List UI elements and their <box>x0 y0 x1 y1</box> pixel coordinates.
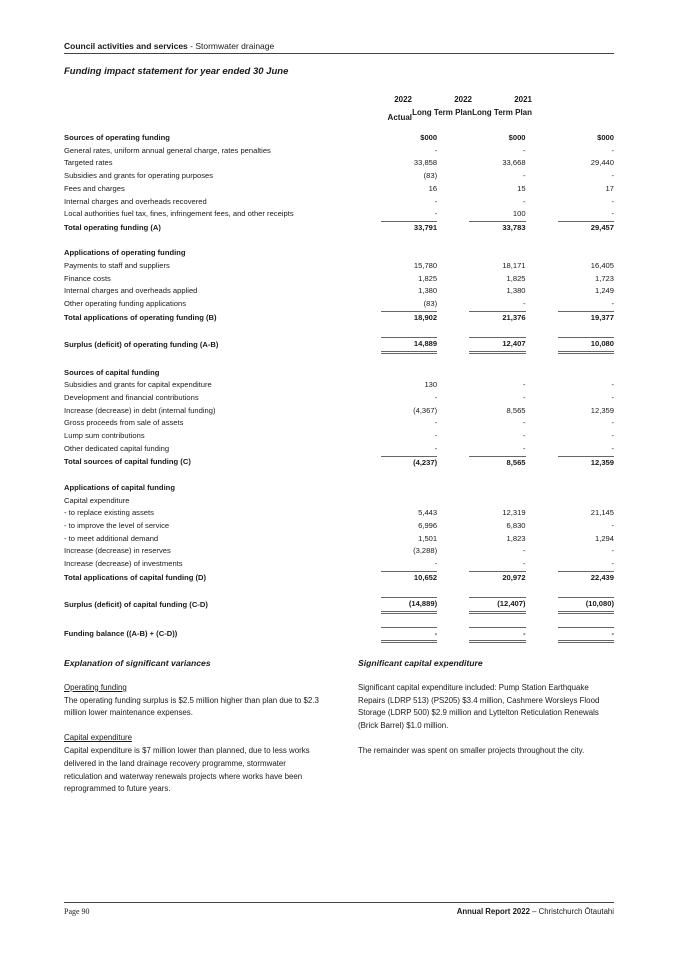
variances-section <box>64 657 319 808</box>
funding-impact-table <box>64 132 614 643</box>
variances-heading: Explanation of significant variances <box>64 658 211 668</box>
capex-text-2: The remainder was spent on smaller projects throughout the city. <box>358 745 585 755</box>
row-value-col1 <box>381 247 437 260</box>
spacer-row <box>64 235 614 248</box>
table-row <box>64 379 614 392</box>
table-row <box>64 533 614 546</box>
row-label: Gross proceeds from sale of assets <box>64 418 184 428</box>
row-value-col2 <box>469 482 525 495</box>
table-row <box>64 598 614 613</box>
row-value-col2: - <box>523 171 526 181</box>
row-value-col3: - <box>611 559 614 569</box>
row-value-col1: 16 <box>428 183 438 193</box>
row-value-col2: - <box>523 418 526 428</box>
row-label: Other dedicated capital funding <box>64 444 170 454</box>
page-header <box>64 41 614 51</box>
row-value-col3: 12,359 <box>590 405 614 415</box>
row-value-col2: 8,565 <box>506 405 526 415</box>
row-value-col2: - <box>523 196 526 206</box>
table-row <box>64 558 614 571</box>
row-label: Total applications of capital funding (D) <box>64 572 207 582</box>
row-value-col1: 1,501 <box>418 533 438 543</box>
footer-report-title: Annual Report 2022 <box>456 907 530 916</box>
row-value-col3: 1,294 <box>594 533 614 543</box>
row-value-col1: (83) <box>423 299 438 309</box>
row-value-col3: - <box>611 145 614 155</box>
spacer-row <box>64 585 614 598</box>
row-label: Fees and charges <box>64 183 125 193</box>
table-row <box>64 571 614 584</box>
statement-title: Funding impact statement for year ended 30 June <box>64 66 289 77</box>
table-row <box>64 273 614 286</box>
table-row <box>64 157 614 170</box>
table-row <box>64 405 614 418</box>
table-row <box>64 145 614 158</box>
table-row <box>64 367 614 380</box>
row-label: Increase (decrease) of investments <box>64 559 183 569</box>
col2-year: 2022 <box>454 95 472 104</box>
table-row <box>64 285 614 298</box>
footer-report <box>457 907 614 916</box>
row-label: General rates, uniform annual general charge, rates penalties <box>64 145 271 155</box>
row-value-col1: 130 <box>424 380 438 390</box>
row-value-col2 <box>469 247 525 260</box>
row-value-col2: 15 <box>517 183 526 193</box>
spacer-row <box>64 352 614 366</box>
row-label: - to improve the level of service <box>64 521 170 531</box>
row-value-col1: (4,237) <box>381 456 437 469</box>
operating-funding-title: Operating funding <box>64 682 127 692</box>
row-value-col3: 10,080 <box>558 338 614 353</box>
row-label: Finance costs <box>64 273 111 283</box>
operating-funding-text: The operating funding surplus is $2.5 million higher than plan due to $2.3 million lower maintenance expenses. <box>64 695 319 718</box>
row-value-col1: - <box>381 627 437 642</box>
row-value-col2: - <box>523 431 526 441</box>
row-label: Funding balance ((A-B) + (C-D)) <box>64 629 178 639</box>
row-value-col1: - <box>434 431 438 441</box>
row-value-col1: - <box>434 393 438 403</box>
row-value-col2: 18,171 <box>502 261 526 271</box>
table-row <box>64 417 614 430</box>
page-number: Page 90 <box>64 907 90 916</box>
table-row <box>64 311 614 324</box>
table-row <box>64 132 614 145</box>
row-value-col2: 1,823 <box>506 533 526 543</box>
col2-label: Long Term Plan <box>412 108 472 117</box>
row-value-col1: - <box>434 196 438 206</box>
table-row <box>64 247 614 260</box>
row-value-col3: 29,440 <box>590 158 614 168</box>
row-label: Applications of operating funding <box>64 248 186 258</box>
row-value-col3 <box>558 482 614 495</box>
footer-rule <box>64 902 614 903</box>
row-value-col3: 22,439 <box>558 571 614 584</box>
row-label: - to meet additional demand <box>64 533 159 543</box>
capex-text-1: Significant capital expenditure included: Pump Station Earthquake Repairs (LDRP 513) (PS205) $3.4 million, Cashmere Worsleys Flood Storage (LDRP 500) $2.9 million and Lyttelton Reticulation Renewals (Brick Barrel) $1.0 million. <box>358 682 600 731</box>
table-row <box>64 260 614 273</box>
row-label: Payments to staff and suppliers <box>64 261 170 271</box>
capex-section <box>358 657 613 770</box>
row-value-col1: - <box>434 209 438 219</box>
row-value-col1: (83) <box>423 171 438 181</box>
row-value-col2: 12,407 <box>469 338 525 353</box>
row-value-col1: 10,652 <box>381 571 437 584</box>
row-value-col1: 5,443 <box>418 508 438 518</box>
row-value-col3: 16,405 <box>590 261 614 271</box>
row-value-col2: 21,376 <box>469 311 525 324</box>
row-value-col3: - <box>611 393 614 403</box>
row-value-col3: $000 <box>597 133 614 142</box>
row-value-col1 <box>381 495 437 508</box>
table-row <box>64 627 614 642</box>
row-value-col1: - <box>434 145 438 155</box>
table-row <box>64 482 614 495</box>
row-value-col3: 12,359 <box>558 456 614 469</box>
row-value-col2: - <box>523 299 526 309</box>
row-value-col3: - <box>611 431 614 441</box>
table-row <box>64 545 614 558</box>
header-rule <box>64 53 614 54</box>
row-value-col2: - <box>469 627 525 642</box>
table-row <box>64 338 614 353</box>
row-value-col2: 12,319 <box>502 508 526 518</box>
row-value-col3: - <box>611 171 614 181</box>
row-value-col2: 6,830 <box>506 521 526 531</box>
row-value-col2 <box>469 495 525 508</box>
table-row <box>64 208 614 221</box>
row-value-col3: - <box>611 196 614 206</box>
row-value-col1: - <box>434 559 438 569</box>
spacer-row <box>64 325 614 338</box>
row-value-col3 <box>558 247 614 260</box>
row-value-col2: (12,407) <box>469 598 525 613</box>
row-value-col2: 20,972 <box>469 571 525 584</box>
row-value-col3: 21,145 <box>590 508 614 518</box>
header-section: Council activities and services <box>64 41 188 51</box>
row-value-col2: - <box>523 559 526 569</box>
row-label: Internal charges and overheads applied <box>64 286 198 296</box>
row-label: Increase (decrease) in reserves <box>64 546 171 556</box>
row-value-col1: 33,858 <box>413 158 438 168</box>
row-label: Total sources of capital funding (C) <box>64 457 191 467</box>
row-value-col2: 33,668 <box>502 158 526 168</box>
row-value-col3: - <box>611 443 614 453</box>
row-value-col2: - <box>523 145 526 155</box>
table-row <box>64 443 614 456</box>
row-value-col1: (14,889) <box>381 598 437 613</box>
row-value-col3: (10,080) <box>558 598 614 613</box>
row-label: Development and financial contributions <box>64 393 199 403</box>
table-row <box>64 170 614 183</box>
col1-label: Actual <box>387 113 412 122</box>
table-row <box>64 520 614 533</box>
table-row <box>64 456 614 469</box>
row-value-col1: 1,380 <box>418 286 438 296</box>
row-value-col2: - <box>523 546 526 556</box>
row-label: Subsidies and grants for capital expenditure <box>64 380 212 390</box>
row-label: - to replace existing assets <box>64 508 154 518</box>
row-value-col2: $000 <box>508 133 526 142</box>
row-label: Surplus (deficit) of operating funding (A-B) <box>64 339 219 349</box>
row-value-col2: 1,825 <box>506 273 526 283</box>
row-value-col1: 18,902 <box>381 311 437 324</box>
row-value-col2: 8,565 <box>469 456 525 469</box>
row-value-col1: 15,780 <box>413 261 438 271</box>
row-value-col3 <box>558 495 614 508</box>
row-value-col3 <box>558 367 614 380</box>
table-row <box>64 495 614 508</box>
row-value-col3: - <box>611 299 614 309</box>
row-value-col3: 29,457 <box>558 221 614 234</box>
table-row <box>64 196 614 209</box>
col3-label: Long Term Plan <box>472 108 532 117</box>
header-subsection: - Stormwater drainage <box>187 41 275 51</box>
table-row <box>64 183 614 196</box>
row-label: Subsidies and grants for operating purposes <box>64 171 214 181</box>
row-value-col1: 1,825 <box>418 273 438 283</box>
row-value-col3: 19,377 <box>558 311 614 324</box>
row-value-col1 <box>381 367 437 380</box>
col1-year: 2022 <box>394 95 412 104</box>
row-label: Capital expenditure <box>64 495 130 505</box>
table-row <box>64 507 614 520</box>
table-row <box>64 392 614 405</box>
row-value-col2: 1,380 <box>506 286 526 296</box>
row-value-col1: 14,889 <box>381 338 437 353</box>
row-value-col3: 1,249 <box>594 286 614 296</box>
row-value-col2: - <box>523 380 526 390</box>
spacer-row <box>64 612 614 627</box>
row-label: Total applications of operating funding (B) <box>64 312 217 322</box>
row-value-col1: 6,996 <box>418 521 438 531</box>
row-label: Internal charges and overheads recovered <box>64 196 207 206</box>
row-label: Targeted rates <box>64 158 113 168</box>
row-value-col3: - <box>611 521 614 531</box>
table-row <box>64 430 614 443</box>
row-value-col2: 33,783 <box>469 221 525 234</box>
table-row <box>64 221 614 234</box>
row-value-col3: - <box>611 209 614 219</box>
row-value-col1: (4,367) <box>413 405 438 415</box>
row-value-col1: (3,288) <box>413 546 438 556</box>
row-value-col3: - <box>611 418 614 428</box>
row-label: Surplus (deficit) of capital funding (C-D) <box>64 599 208 609</box>
spacer-row <box>64 469 614 482</box>
row-label: Other operating funding applications <box>64 299 187 309</box>
row-value-col1 <box>381 482 437 495</box>
row-label: Sources of operating funding <box>64 133 170 142</box>
row-value-col2: - <box>523 393 526 403</box>
row-value-col2 <box>469 367 525 380</box>
row-value-col1: 33,791 <box>381 221 437 234</box>
row-value-col2: 100 <box>512 209 526 219</box>
capex-heading: Significant capital expenditure <box>358 658 483 668</box>
row-label: Sources of capital funding <box>64 367 160 377</box>
row-label: Lump sum contributions <box>64 431 145 441</box>
row-value-col2: - <box>523 443 526 453</box>
row-value-col1: $000 <box>420 133 438 142</box>
row-value-col3: 1,723 <box>594 273 614 283</box>
table-row <box>64 298 614 311</box>
col3-year: 2021 <box>514 95 532 104</box>
row-value-col1: - <box>434 418 438 428</box>
footer-org: – Christchurch Ōtautahi <box>529 907 614 916</box>
row-value-col3: - <box>611 380 614 390</box>
row-label: Increase (decrease) in debt (internal funding) <box>64 405 216 415</box>
row-value-col3: - <box>558 627 614 642</box>
row-label: Total operating funding (A) <box>64 222 161 232</box>
row-label: Local authorities fuel tax, fines, infringement fees, and other receipts <box>64 209 294 219</box>
capital-expenditure-title: Capital expenditure <box>64 733 132 743</box>
row-label: Applications of capital funding <box>64 482 175 492</box>
row-value-col1: - <box>434 443 438 453</box>
row-value-col3: - <box>611 546 614 556</box>
capital-expenditure-text: Capital expenditure is $7 million lower than planned, due to less works delivered in the land drainage recovery programme, stormwater reticulation and waterway renewals projects where works have been reprogrammed to future years. <box>64 745 310 794</box>
row-value-col3: 17 <box>605 183 614 193</box>
